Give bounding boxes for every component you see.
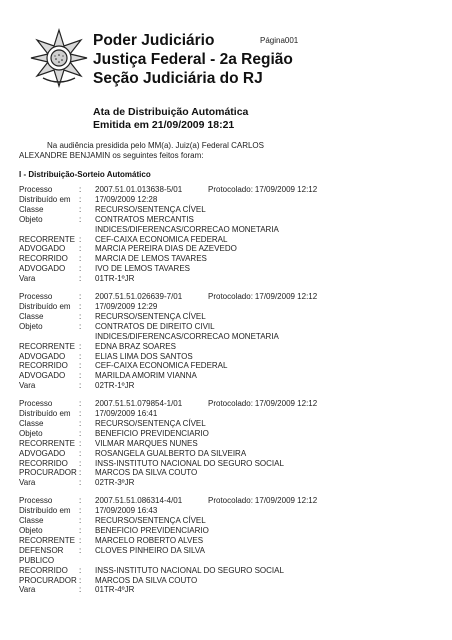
record-row [19, 526, 439, 536]
record [19, 496, 439, 595]
field-separator: : [79, 244, 82, 254]
field-separator: : [79, 381, 82, 391]
field-separator: : [79, 194, 82, 204]
intro-paragraph [19, 141, 284, 161]
record-row [19, 302, 439, 312]
field-separator: : [79, 321, 82, 331]
field-value: CLOVES PINHEIRO DA SILVA [95, 545, 205, 555]
field-label: ADVOGADO [19, 351, 66, 361]
intro-line-2: ALEXANDRE BENJAMIN os seguintes feitos foram: [19, 151, 204, 160]
field-label: Vara [19, 381, 36, 391]
subtitle-line-1: Ata de Distribuição Automática [93, 106, 249, 118]
field-separator: : [79, 292, 82, 302]
field-separator: : [79, 214, 82, 224]
record-row-processo [19, 399, 439, 409]
field-value: MARCIA PEREIRA DIAS DE AZEVEDO [95, 244, 237, 254]
field-label: Classe [19, 418, 44, 428]
field-value: ROSANGELA GUALBERTO DA SILVEIRA [95, 448, 247, 458]
field-value-continuation: INDICES/DIFERENCAS/CORRECAO MONETARIA [95, 224, 279, 234]
field-value: MARILDA AMORIM VIANNA [95, 371, 197, 381]
field-separator: : [79, 448, 82, 458]
field-value: CEF-CAIXA ECONOMICA FEDERAL [95, 234, 228, 244]
record-row [19, 332, 439, 342]
field-separator [77, 556, 95, 566]
record-row [19, 439, 439, 449]
field-label: Classe [19, 516, 44, 526]
field-label: Distribuído em [19, 301, 71, 311]
field-separator: : [79, 496, 82, 506]
field-separator: : [79, 185, 82, 194]
field-separator: : [79, 399, 82, 409]
field-value: MARCOS DA SILVA COUTO [95, 575, 198, 585]
record-row [19, 312, 439, 322]
page-number: Página001 [260, 36, 299, 45]
brazil-coat-of-arms-icon [29, 28, 89, 88]
record-row [19, 576, 439, 586]
header-title-2: Justiça Federal - 2a Região [93, 51, 293, 68]
field-separator: : [79, 526, 82, 535]
record [19, 185, 439, 284]
protocolado-value: 17/09/2009 12:12 [254, 399, 318, 409]
field-separator: : [79, 468, 82, 478]
record-row [19, 546, 439, 556]
record-row-processo [19, 185, 439, 195]
field-separator: : [79, 351, 82, 361]
protocolado-value: 17/09/2009 12:12 [254, 496, 318, 506]
field-value: 17/09/2009 12:29 [95, 301, 158, 311]
field-value: VILMAR MARQUES NUNES [95, 438, 198, 448]
record-row [19, 274, 439, 284]
field-separator: : [79, 428, 82, 438]
record-row [19, 371, 439, 381]
field-label: Distribuído em [19, 506, 71, 516]
protocolado-label: Protocolado: [208, 292, 253, 302]
record-row [19, 205, 439, 215]
record-row [19, 449, 439, 459]
field-value: ELIAS LIMA DOS SANTOS [95, 351, 193, 361]
field-value: CEF-CAIXA ECONOMICA FEDERAL [95, 361, 228, 371]
document-subtitle [93, 106, 248, 132]
record-row [19, 516, 439, 526]
record-row [19, 244, 439, 254]
protocolado-label: Protocolado: [208, 399, 253, 409]
record-row [19, 556, 439, 566]
record-row [19, 235, 439, 245]
field-separator: : [79, 565, 82, 575]
field-separator: : [79, 234, 82, 244]
field-separator: : [79, 575, 82, 585]
processo-number: 2007.51.01.013638-5/01 [95, 185, 183, 194]
field-label: ADVOGADO [19, 448, 66, 458]
record-row [19, 585, 439, 595]
field-label: Objeto [19, 214, 43, 224]
record-row [19, 419, 439, 429]
field-label: DEFENSOR [19, 545, 64, 555]
field-separator: : [79, 478, 82, 488]
processo-number: 2007.51.51.086314-4/01 [95, 496, 183, 506]
record-row [19, 322, 439, 332]
section-title: I - Distribuição-Sorteio Automático [19, 170, 151, 179]
field-separator: : [79, 585, 82, 595]
field-value: 17/09/2009 16:41 [95, 409, 158, 419]
processo-number: 2007.51.51.079854-1/01 [95, 399, 183, 409]
field-label: Classe [19, 311, 44, 321]
record-row [19, 478, 439, 488]
field-label: Processo [19, 399, 53, 409]
field-label: Distribuído em [19, 409, 71, 419]
field-value-continuation: INDICES/DIFERENCAS/CORRECAO MONETARIA [95, 331, 279, 341]
record-row [19, 195, 439, 205]
field-label: Classe [19, 204, 44, 214]
field-separator: : [79, 535, 82, 545]
field-separator: : [79, 418, 82, 428]
processo-number: 2007.51.51.026639-7/01 [95, 292, 183, 302]
field-separator: : [79, 409, 82, 419]
field-label: Objeto [19, 321, 43, 331]
field-value: 01TR-1ºJR [95, 274, 135, 284]
field-label: RECORRIDO [19, 565, 68, 575]
field-value: MARCELO ROBERTO ALVES [95, 535, 204, 545]
field-label: RECORRENTE [19, 535, 76, 545]
field-value: RECURSO/SENTENÇA CÍVEL [95, 418, 206, 428]
field-label: RECORRENTE [19, 341, 76, 351]
field-separator: : [79, 204, 82, 214]
record-row [19, 254, 439, 264]
field-label: ADVOGADO [19, 244, 66, 254]
field-label: Vara [19, 274, 36, 284]
field-label: ADVOGADO [19, 371, 66, 381]
field-separator: : [79, 458, 82, 468]
field-value: INSS-INSTITUTO NACIONAL DO SEGURO SOCIAL [95, 458, 284, 468]
field-value: IVO DE LEMOS TAVARES [95, 264, 190, 274]
field-value: MARCOS DA SILVA COUTO [95, 468, 198, 478]
field-label: RECORRIDO [19, 458, 68, 468]
field-label: Processo [19, 496, 53, 506]
record-row [19, 506, 439, 516]
field-value: RECURSO/SENTENÇA CÍVEL [95, 204, 206, 214]
field-value: MARCIA DE LEMOS TAVARES [95, 254, 207, 264]
field-separator: : [79, 254, 82, 264]
field-value: 17/09/2009 16:43 [95, 506, 158, 516]
record [19, 292, 439, 391]
field-value: 17/09/2009 12:28 [95, 194, 158, 204]
intro-line-1: Na audiência presidida pelo MM(a). Juiz(a) Federal CARLOS [47, 141, 264, 150]
record-row [19, 409, 439, 419]
field-value: 02TR-3ºJR [95, 478, 135, 488]
field-label: RECORRIDO [19, 254, 68, 264]
field-label: ADVOGADO [19, 264, 66, 274]
field-label: Vara [19, 585, 36, 595]
field-value: RECURSO/SENTENÇA CÍVEL [95, 516, 206, 526]
field-label: Processo [19, 292, 53, 302]
record-row [19, 381, 439, 391]
field-separator: : [79, 438, 82, 448]
field-separator: : [79, 274, 82, 284]
field-label: Distribuído em [19, 194, 71, 204]
field-value: BENEFICIO PREVIDENCIARIO [95, 526, 209, 535]
record-row [19, 264, 439, 274]
record-row [19, 429, 439, 439]
field-value: 02TR-1ºJR [95, 381, 135, 391]
field-separator: : [79, 506, 82, 516]
field-value: CONTRATOS DE DIREITO CIVIL [95, 321, 215, 331]
field-value: INSS-INSTITUTO NACIONAL DO SEGURO SOCIAL [95, 565, 284, 575]
field-separator: : [79, 371, 82, 381]
field-value: EDNA BRAZ SOARES [95, 341, 176, 351]
field-value: CONTRATOS MERCANTIS [95, 214, 194, 224]
protocolado-label: Protocolado: [208, 185, 253, 194]
record-row [19, 215, 439, 225]
field-value: BENEFICIO PREVIDENCIARIO [95, 428, 209, 438]
field-label: Objeto [19, 428, 43, 438]
field-label: PROCURADOR [19, 575, 77, 585]
field-label: Objeto [19, 526, 43, 535]
record-row-processo [19, 292, 439, 302]
protocolado-value: 17/09/2009 12:12 [254, 185, 318, 194]
record-row-processo [19, 496, 439, 506]
record-row [19, 352, 439, 362]
field-label: PROCURADOR [19, 468, 77, 478]
field-separator: : [79, 516, 82, 526]
record-row [19, 342, 439, 352]
field-label: RECORRENTE [19, 234, 76, 244]
field-separator: : [79, 545, 82, 555]
record-row [19, 468, 439, 478]
protocolado-value: 17/09/2009 12:12 [254, 292, 318, 302]
field-separator: : [79, 311, 82, 321]
field-label: PUBLICO [19, 555, 55, 565]
field-label: RECORRENTE [19, 438, 76, 448]
record-row [19, 459, 439, 469]
field-value: RECURSO/SENTENÇA CÍVEL [95, 311, 206, 321]
field-separator: : [79, 341, 82, 351]
record-row [19, 566, 439, 576]
subtitle-line-2: Emitida em 21/09/2009 18:21 [93, 119, 235, 131]
header-title-1: Poder Judiciário [93, 32, 215, 49]
field-value: 01TR-4ºJR [95, 585, 135, 595]
records-list [19, 185, 439, 603]
record [19, 399, 439, 488]
field-separator: : [79, 301, 82, 311]
field-separator: : [79, 361, 82, 371]
field-label: RECORRIDO [19, 361, 68, 371]
protocolado-label: Protocolado: [208, 496, 253, 506]
field-label: Vara [19, 478, 36, 488]
field-separator: : [79, 264, 82, 274]
record-row [19, 361, 439, 371]
header-title-3: Seção Judiciária do RJ [93, 70, 263, 87]
record-row [19, 536, 439, 546]
field-label: Processo [19, 185, 53, 194]
record-row [19, 225, 439, 235]
